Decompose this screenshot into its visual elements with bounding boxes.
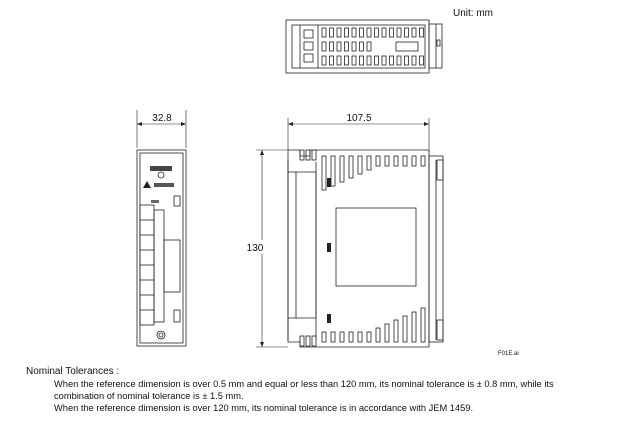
front-view (137, 110, 186, 346)
side-view (245, 113, 443, 347)
top-view (286, 20, 442, 73)
front-view-terminals (140, 220, 154, 310)
unit-label: Unit: mm (453, 8, 493, 19)
dimension-depth-label: 107.5 (346, 113, 372, 124)
top-view-vent-slots (304, 28, 424, 65)
side-view-vent-slots (300, 150, 425, 346)
tolerance-line-2: When the reference dimension is over 120 mm, its nominal tolerance is in accordance with JEM 1459. (54, 403, 474, 413)
tolerance-line-1: When the reference dimension is over 0.5 mm and equal or less than 120 mm, its nominal tolerance is ± 0.8 mm, while its (54, 379, 554, 389)
dimension-width-label: 32.8 (152, 113, 172, 124)
tolerances-title: Nominal Tolerances : (26, 366, 120, 377)
figure-id: F01E.ai (498, 351, 519, 357)
dimension-height-label: 130 (246, 243, 264, 254)
tolerance-line-1-continued: combination of nominal tolerance is ± 1.5 mm. (54, 391, 244, 401)
